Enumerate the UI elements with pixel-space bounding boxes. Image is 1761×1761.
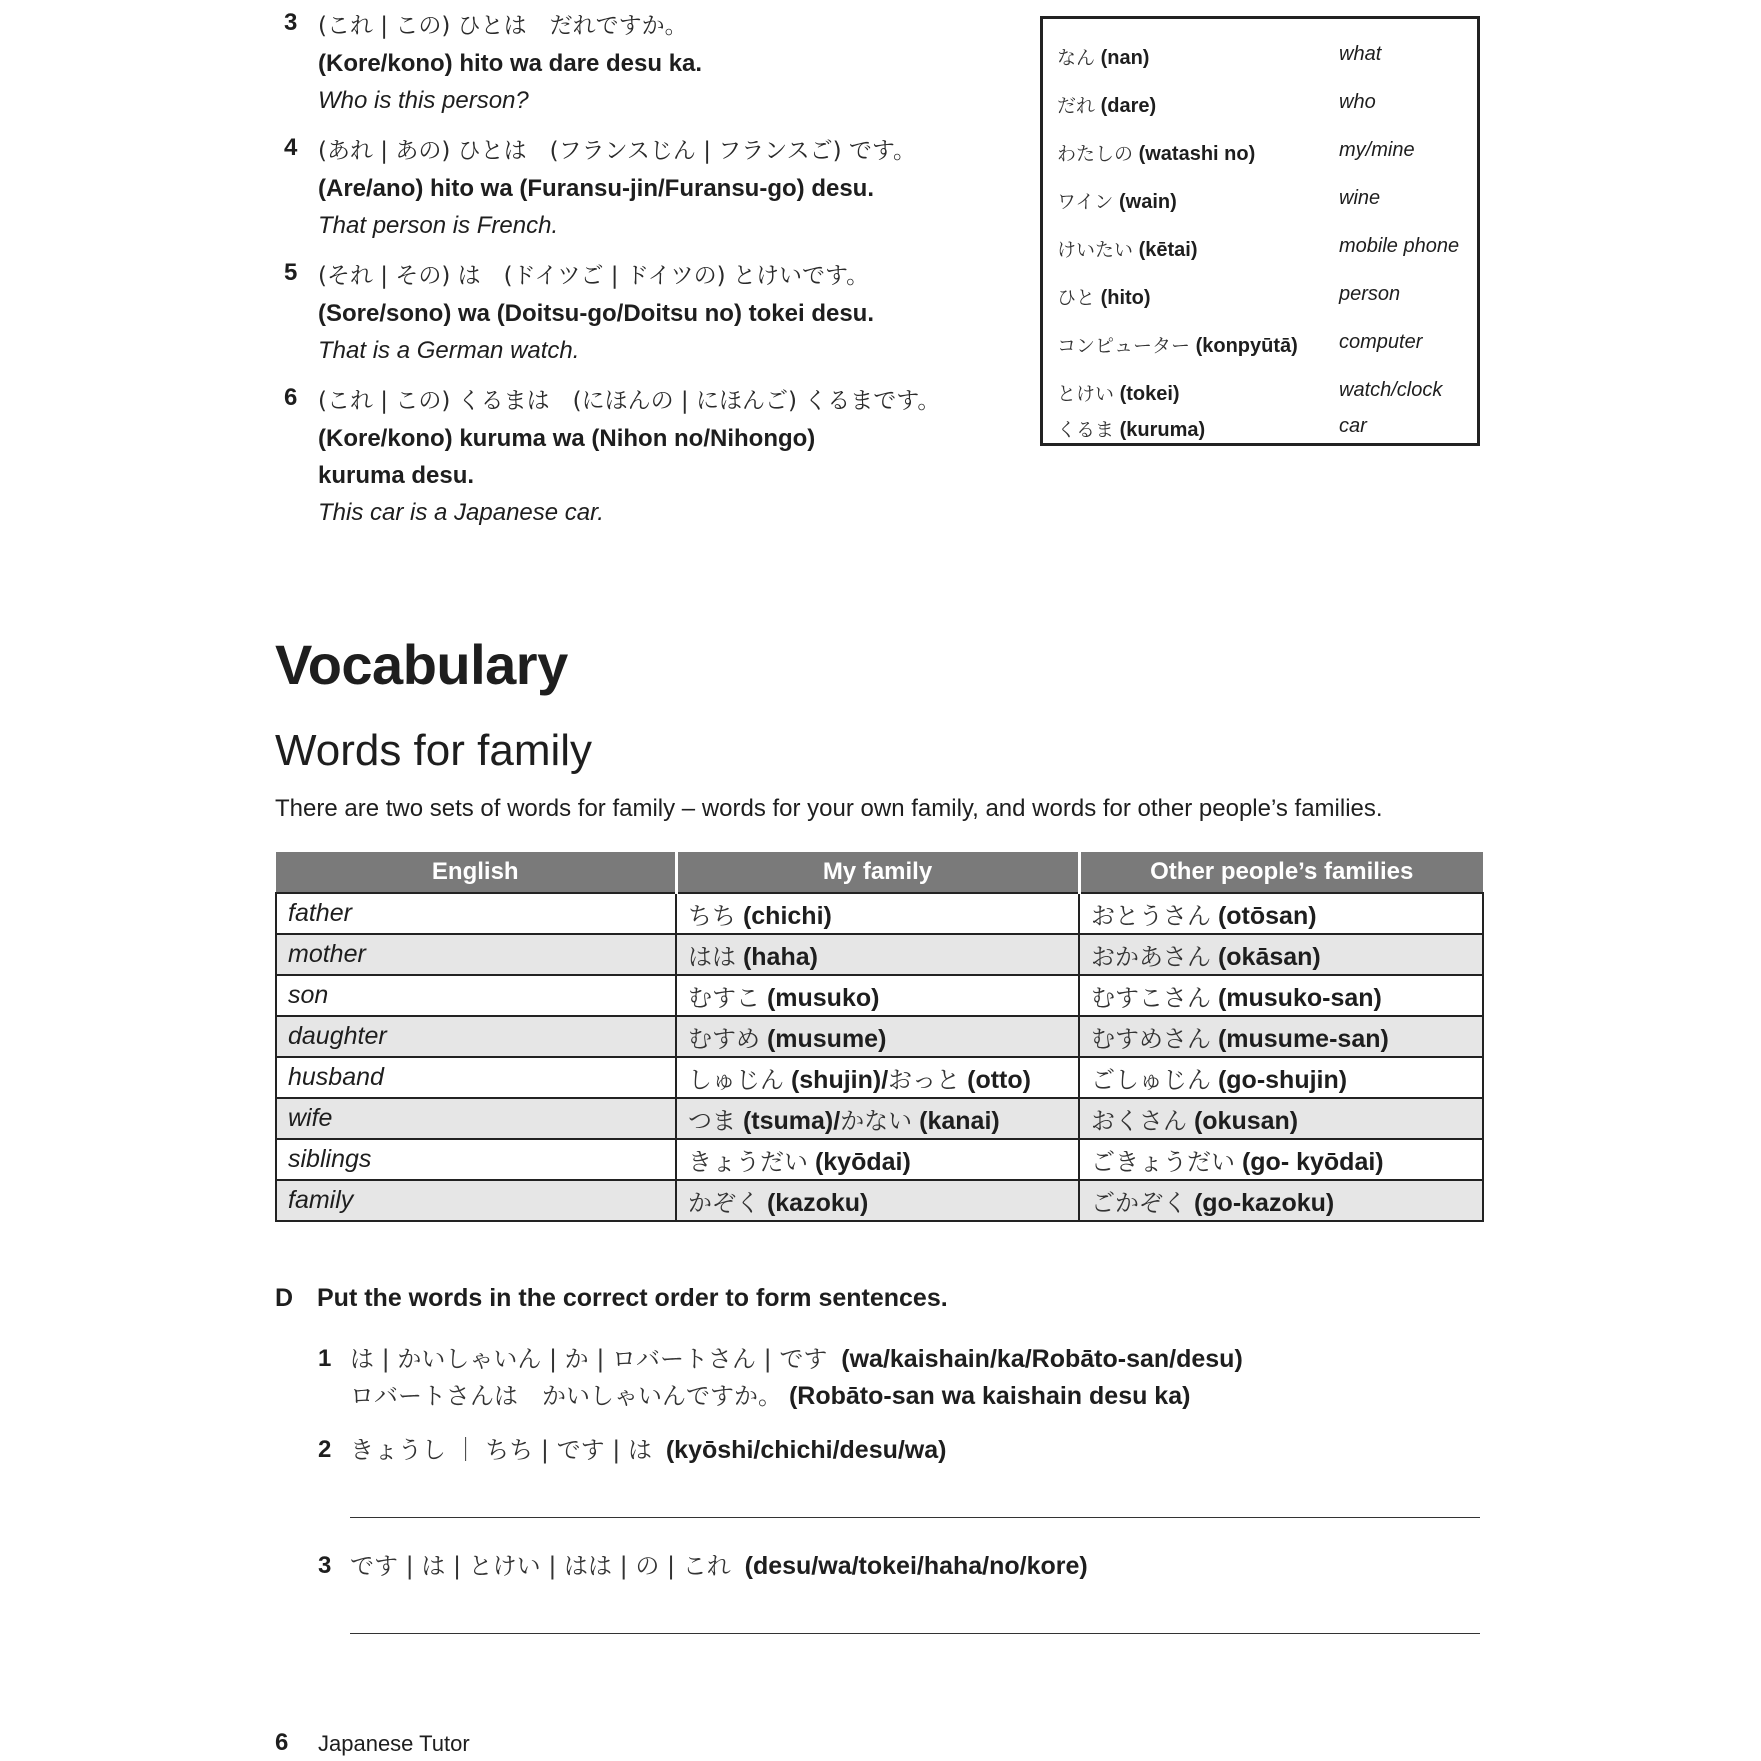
glossary-box bbox=[1040, 16, 1480, 446]
table-row bbox=[276, 975, 1483, 1016]
glossary-row bbox=[1043, 367, 1477, 415]
table-row bbox=[276, 1139, 1483, 1180]
japanese-line: (これ | この) ひとは だれですか。 bbox=[318, 13, 688, 39]
scrambled-romaji: (wa/kaishain/ka/Robāto-san/desu) bbox=[841, 1345, 1243, 1373]
romaji-line: (Kore/kono) kuruma wa (Nihon no/Nihongo) bbox=[318, 425, 816, 452]
glossary-kana: とけい bbox=[1057, 383, 1115, 405]
other-family-cell: おかあさん (okāsan) bbox=[1079, 934, 1483, 975]
example-answer: ロバートさんは かいしゃいんですか。 bbox=[350, 1382, 782, 1410]
subsection-title: Words for family bbox=[275, 726, 593, 775]
glossary-kana: ひと bbox=[1057, 287, 1096, 309]
other-family-cell: おくさん (okusan) bbox=[1079, 1098, 1483, 1139]
glossary-romaji: (kuruma) bbox=[1119, 419, 1206, 441]
scrambled-romaji: (desu/wa/tokei/haha/no/kore) bbox=[744, 1552, 1088, 1580]
english-cell: wife bbox=[276, 1098, 676, 1139]
my-family-cell: ちち (chichi) bbox=[676, 893, 1079, 934]
my-family-cell: しゅじん (shujin)/おっと (otto) bbox=[676, 1057, 1079, 1098]
english-cell: siblings bbox=[276, 1139, 676, 1180]
my-family-cell: つま (tsuma)/かない (kanai) bbox=[676, 1098, 1079, 1139]
glossary-english: wine bbox=[1339, 187, 1381, 209]
my-family-cell: はは (haha) bbox=[676, 934, 1079, 975]
glossary-kana: わたしの bbox=[1057, 143, 1134, 165]
glossary-romaji: (watashi no) bbox=[1138, 143, 1256, 165]
item-number: 1 bbox=[318, 1345, 332, 1372]
other-family-cell: むすめさん (musume-san) bbox=[1079, 1016, 1483, 1057]
glossary-kana: けいたい bbox=[1057, 239, 1134, 261]
glossary-kana: だれ bbox=[1057, 95, 1096, 117]
glossary-romaji: (dare) bbox=[1100, 95, 1157, 117]
table-row bbox=[276, 1180, 1483, 1221]
glossary-romaji: (hito) bbox=[1100, 287, 1151, 309]
family-words-table bbox=[275, 852, 1484, 1222]
exercise-item bbox=[284, 258, 1018, 369]
other-family-cell: おとうさん (otōsan) bbox=[1079, 893, 1483, 934]
item-number: 6 bbox=[284, 384, 298, 411]
other-family-cell: むすこさん (musuko-san) bbox=[1079, 975, 1483, 1016]
item-number: 3 bbox=[284, 9, 298, 36]
english-cell: father bbox=[276, 893, 676, 934]
japanese-line: (あれ | あの) ひとは (フランスじん | フランスご) です。 bbox=[318, 138, 917, 164]
intro-paragraph: There are two sets of words for family – words for your own family, and words for other people’s families. bbox=[275, 795, 1383, 822]
table-row bbox=[276, 1016, 1483, 1057]
exercise-instruction: Put the words in the correct order to form sentences. bbox=[317, 1284, 948, 1312]
translation-line: That person is French. bbox=[318, 212, 559, 239]
glossary-row bbox=[1043, 127, 1477, 175]
my-family-cell: むすめ (musume) bbox=[676, 1016, 1079, 1057]
item-number: 3 bbox=[318, 1552, 332, 1579]
english-cell: family bbox=[276, 1180, 676, 1221]
translation-line: Who is this person? bbox=[318, 87, 529, 114]
book-title: Japanese Tutor bbox=[318, 1731, 470, 1756]
glossary-romaji: (wain) bbox=[1119, 191, 1177, 213]
glossary-kana: コンピューター bbox=[1057, 335, 1191, 357]
table-row bbox=[276, 1057, 1483, 1098]
glossary-english: my/mine bbox=[1339, 139, 1415, 161]
item-number: 2 bbox=[318, 1436, 332, 1463]
glossary-romaji: (konpyūtā) bbox=[1195, 335, 1298, 357]
table-row bbox=[276, 1098, 1483, 1139]
romaji-line-continued: kuruma desu. bbox=[318, 462, 475, 489]
page-number: 6 bbox=[275, 1729, 289, 1756]
glossary-english: person bbox=[1339, 283, 1401, 305]
other-family-cell: ごきょうだい (go- kyōdai) bbox=[1079, 1139, 1483, 1180]
exercise-item bbox=[318, 1432, 947, 1469]
column-header: English bbox=[276, 852, 676, 893]
glossary-row bbox=[1043, 223, 1477, 271]
my-family-cell: きょうだい (kyōdai) bbox=[676, 1139, 1079, 1180]
romaji-line: (Sore/sono) wa (Doitsu-go/Doitsu no) tokei desu. bbox=[318, 300, 874, 327]
glossary-row bbox=[1043, 31, 1477, 79]
japanese-line: (それ | その) は (ドイツご | ドイツの) とけいです。 bbox=[318, 263, 870, 289]
scrambled-words: は | かいしゃいん | か | ロバートさん | です bbox=[350, 1345, 828, 1373]
glossary-english: who bbox=[1339, 91, 1376, 113]
exercise-item bbox=[318, 1548, 1088, 1585]
glossary-english: computer bbox=[1339, 331, 1423, 353]
glossary-row bbox=[1043, 79, 1477, 127]
scrambled-words: です | は | とけい | はは | の | これ bbox=[350, 1552, 731, 1580]
english-cell: husband bbox=[276, 1057, 676, 1098]
exercise-item bbox=[284, 383, 1018, 531]
romaji-line: (Are/ano) hito wa (Furansu-jin/Furansu-go) desu. bbox=[318, 175, 874, 202]
my-family-cell: むすこ (musuko) bbox=[676, 975, 1079, 1016]
english-cell: daughter bbox=[276, 1016, 676, 1057]
glossary-row bbox=[1043, 319, 1477, 367]
glossary-english: car bbox=[1339, 415, 1367, 437]
column-header: My family bbox=[676, 852, 1079, 893]
english-cell: son bbox=[276, 975, 676, 1016]
glossary-row bbox=[1043, 271, 1477, 319]
my-family-cell: かぞく (kazoku) bbox=[676, 1180, 1079, 1221]
example-answer-romaji: (Robāto-san wa kaishain desu ka) bbox=[788, 1382, 1191, 1410]
japanese-line: (これ | この) くるまは (にほんの | にほんご) くるまです。 bbox=[318, 388, 941, 414]
glossary-row bbox=[1043, 415, 1477, 463]
glossary-kana: なん bbox=[1057, 47, 1096, 69]
glossary-romaji: (tokei) bbox=[1119, 383, 1180, 405]
exercise-item bbox=[284, 8, 1018, 119]
column-header: Other people’s families bbox=[1079, 852, 1483, 893]
glossary-kana: くるま bbox=[1057, 419, 1115, 441]
scrambled-words: きょうし ｜ ちち | です | は bbox=[350, 1436, 652, 1464]
table-row bbox=[276, 934, 1483, 975]
section-title: Vocabulary bbox=[275, 633, 568, 696]
exercise-item bbox=[284, 133, 1018, 244]
item-number: 4 bbox=[284, 134, 298, 161]
table-header-row bbox=[276, 852, 1483, 893]
glossary-romaji: (nan) bbox=[1100, 47, 1150, 69]
romaji-line: (Kore/kono) hito wa dare desu ka. bbox=[318, 50, 703, 77]
glossary-row bbox=[1043, 175, 1477, 223]
exercise-letter: D bbox=[275, 1284, 294, 1312]
glossary-english: what bbox=[1339, 43, 1382, 65]
exercise-item bbox=[318, 1341, 1243, 1415]
glossary-romaji: (kētai) bbox=[1138, 239, 1198, 261]
glossary-english: watch/clock bbox=[1339, 379, 1443, 401]
table-row bbox=[276, 893, 1483, 934]
item-number: 5 bbox=[284, 259, 298, 286]
answer-line[interactable] bbox=[350, 1517, 1480, 1518]
answer-line[interactable] bbox=[350, 1633, 1480, 1634]
translation-line: That is a German watch. bbox=[318, 337, 580, 364]
glossary-english: mobile phone bbox=[1339, 235, 1460, 257]
translation-line: This car is a Japanese car. bbox=[318, 499, 604, 526]
other-family-cell: ごかぞく (go-kazoku) bbox=[1079, 1180, 1483, 1221]
other-family-cell: ごしゅじん (go-shujin) bbox=[1079, 1057, 1483, 1098]
glossary-kana: ワイン bbox=[1057, 191, 1114, 213]
scrambled-romaji: (kyōshi/chichi/desu/wa) bbox=[665, 1436, 947, 1464]
english-cell: mother bbox=[276, 934, 676, 975]
